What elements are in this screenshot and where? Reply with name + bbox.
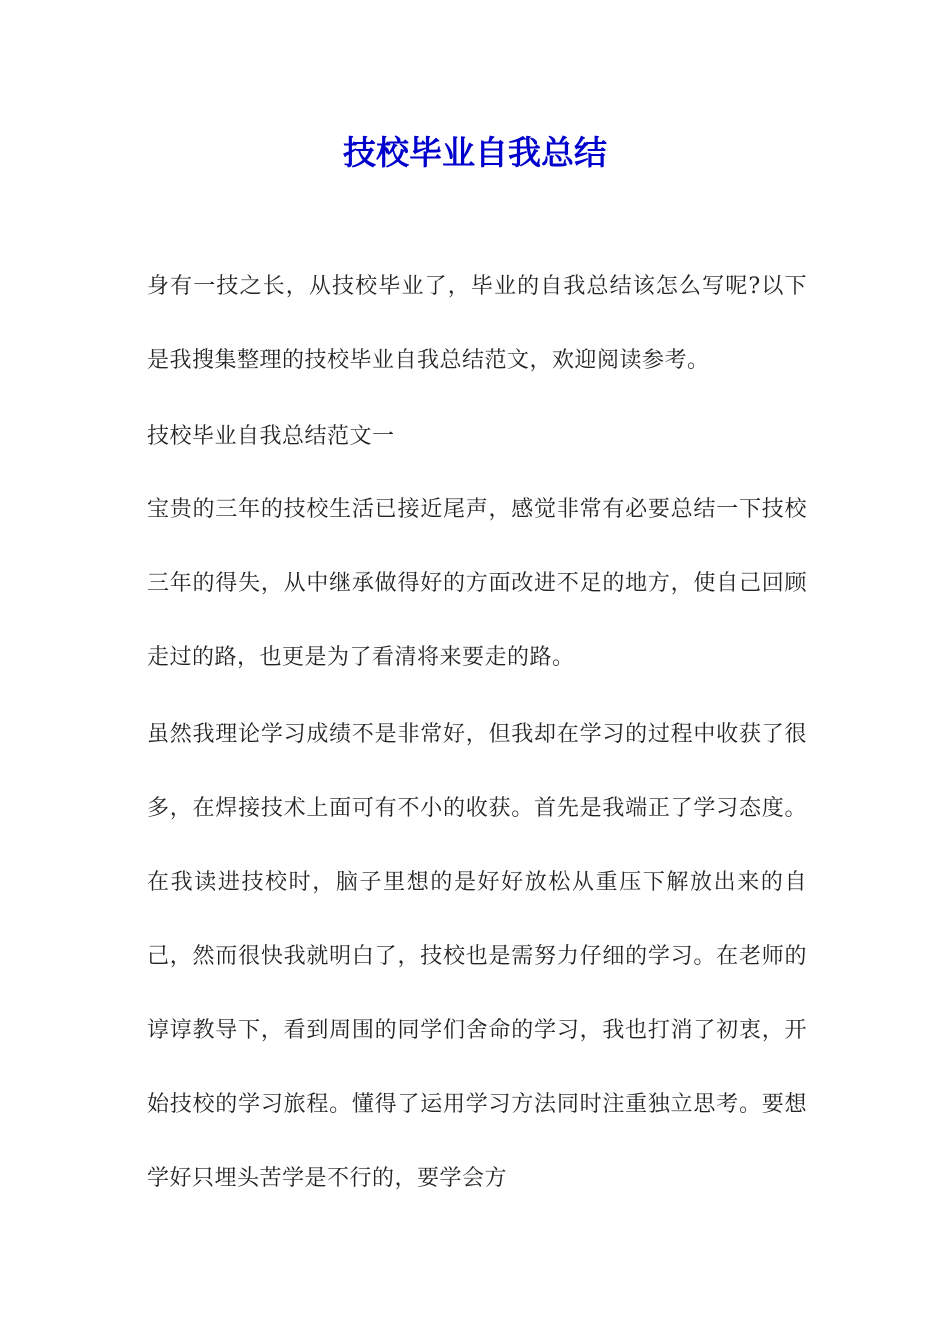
paragraph-two-text: 虽然我理论学习成绩不是非常好，但我却在学习的过程中收获了很多，在焊接技术上面可有不小的收获。首先是我端正了学习态度。在我读进技校时，脑子里想的是好好放松从重压下解放出来的自己，然而很快我就明白了，技校也是需努力仔细的学习。在老师的谆谆教导下，看到周围的同学们舍命的学习，我也打消了初衷，开始技校的学习旅程。懂得了运用学习方法同时注重独立思考。要想学好只埋头苦学是不行的，要学会方 — [147, 722, 807, 1191]
intro-paragraph — [147, 250, 807, 398]
paragraph-two — [147, 698, 807, 1216]
paragraph-one — [147, 473, 807, 695]
document-title: 技校毕业自我总结 — [343, 133, 607, 172]
section-heading-text: 技校毕业自我总结范文一 — [147, 424, 395, 449]
paragraph-one-text: 宝贵的三年的技校生活已接近尾声，感觉非常有必要总结一下技校三年的得失，从中继承做得好的方面改进不足的地方，使自己回顾走过的路，也更是为了看清将来要走的路。 — [147, 497, 807, 670]
section-heading — [147, 400, 807, 474]
intro-text: 身有一技之长，从技校毕业了，毕业的自我总结该怎么写呢?以下是我搜集整理的技校毕业自我总结范文，欢迎阅读参考。 — [147, 274, 807, 373]
